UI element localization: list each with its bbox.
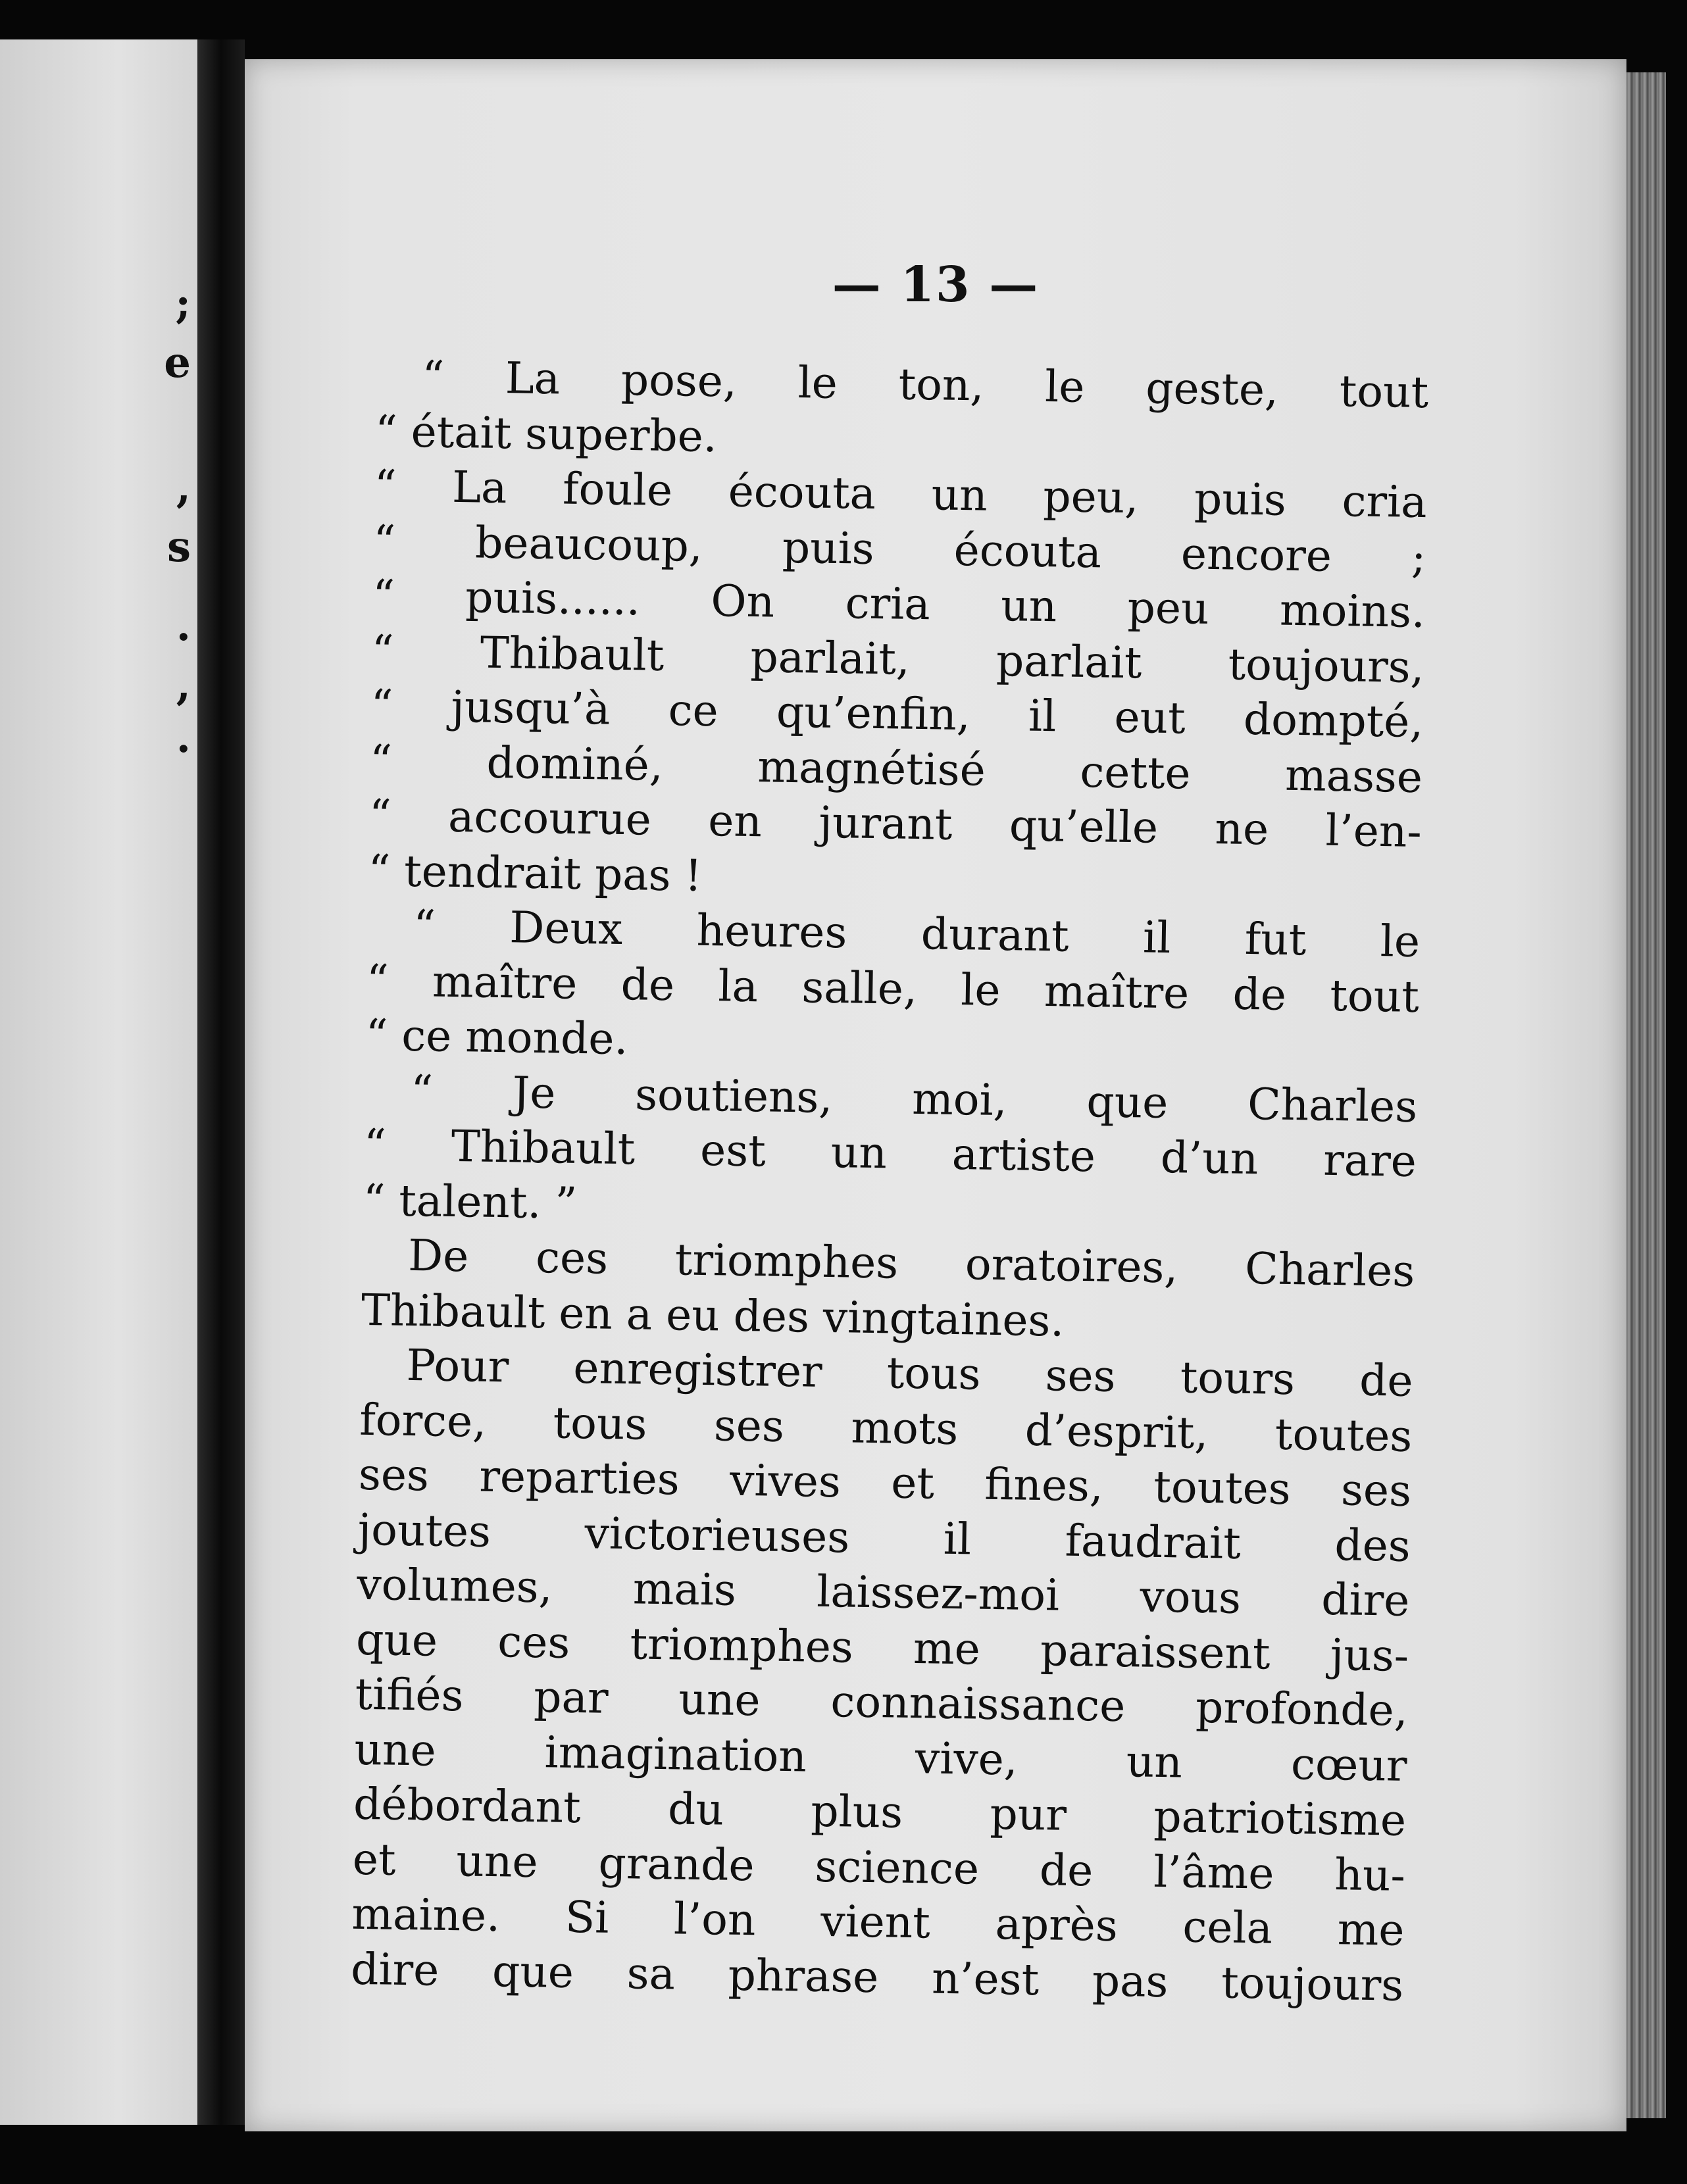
text-line: “ puis...... On cria un peu moins. [372,570,1426,638]
left-page-glyph: . [176,601,191,651]
text-line: ses reparties vives et fines, toutes ses [358,1449,1412,1516]
text-line: que ces triomphes me paraissent jus- [355,1614,1409,1681]
text-line: “ maître de la salle, le maître de tout [366,955,1420,1022]
left-page-glyph: , [176,660,191,710]
text-line: De ces triomphes oratoires, Charles [407,1229,1415,1297]
text-line: “ jusqu’à ce qu’enfin, il eut dompté, [370,680,1424,748]
page-stack-edge [1626,72,1666,2118]
left-page-glyph: e [164,338,191,387]
text-line: et une grande science de l’âme hu- [352,1833,1406,1901]
text-line: “ tendrait pas ! [367,845,703,901]
text-line: maine. Si l’on vient après cela me [351,1888,1405,1956]
text-line: “ Thibault est un artiste d’un rare [363,1119,1417,1187]
page-number: — 13 — [832,257,1040,313]
left-page-glyph: , [176,463,191,512]
text-line: “ Deux heures durant il fut le [413,900,1421,968]
text-line: “ Thibault parlait, parlait toujours, [371,625,1425,693]
text-line: dire que sa phrase n’est pas toujours [350,1943,1404,2011]
text-line: débordant du plus pur patriotisme [353,1778,1407,1846]
text-line: Thibault en a eu des vingtaines. [361,1284,1065,1347]
text-line: une imagination vive, un cœur [353,1724,1407,1791]
text-line: force, tous ses mots d’esprit, toutes [359,1394,1413,1462]
left-page-fragment [0,39,197,2125]
text-line: “ beaucoup, puis écouta encore ; [372,515,1426,583]
page-body-text [351,349,1429,2013]
text-line: Pour enregistrer tous ses tours de [406,1339,1414,1406]
text-line: “ accourue en jurant qu’elle ne l’en- [368,789,1423,858]
text-line: “ était superbe. [374,405,718,462]
text-line: “ talent. ” [363,1174,578,1229]
text-line: joutes victorieuses il faudrait des [357,1504,1411,1572]
book-gutter [197,39,245,2125]
text-line: tifiés par une connaissance profonde, [355,1668,1409,1736]
text-line: “ dominé, magnétisé cette masse [369,735,1423,803]
book-page [245,59,1626,2131]
text-line: “ La pose, le ton, le geste, tout [421,351,1429,418]
text-line: “ ce monde. [365,1009,629,1065]
text-line: “ Je soutiens, moi, que Charles [410,1065,1418,1132]
text-line: volumes, mais laissez-moi vous dire [356,1558,1410,1626]
left-page-glyph: . [176,713,191,762]
left-page-glyph: ; [175,279,191,328]
text-line: “ La foule écouta un peu, puis cria [374,460,1428,528]
left-page-glyph: s [166,522,191,572]
